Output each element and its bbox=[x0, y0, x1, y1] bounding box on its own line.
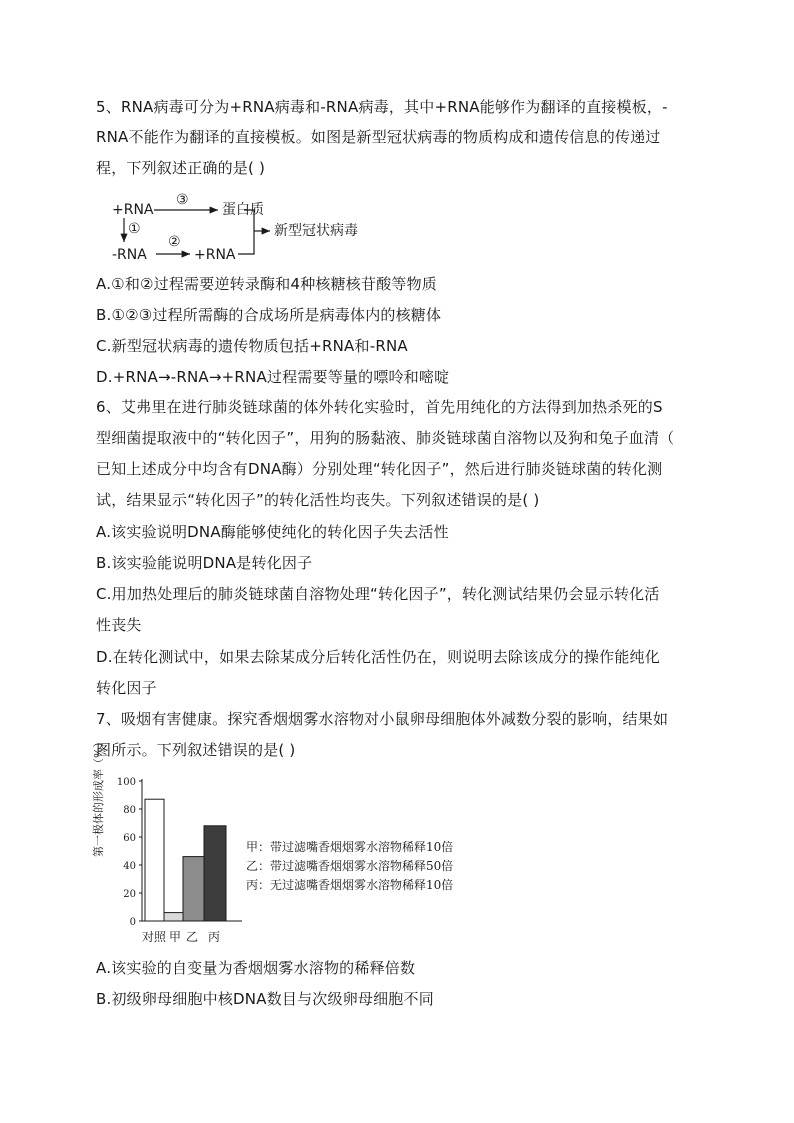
legend-entry-yi: 乙：带过滤嘴香烟烟雾水溶物稀释50倍 bbox=[246, 859, 454, 873]
y-tick-label: 20 bbox=[123, 889, 136, 900]
legend-entry-jia: 甲：带过滤嘴香烟烟雾水溶物稀释10倍 bbox=[246, 840, 454, 854]
q5-stem-line1: 5、RNA病毒可分为+RNA病毒和-RNA病毒，其中+RNA能够作为翻译的直接模板，- bbox=[96, 98, 668, 116]
q6-stem-line4: 试，结果显示“转化因子”的转化活性均丧失。下列叙述错误的是( ) bbox=[96, 491, 540, 509]
bar-3 bbox=[204, 826, 226, 921]
q5-option-a: A.①和②过程需要逆转录酶和4种核糖核苷酸等物质 bbox=[96, 275, 438, 293]
plus-rna-label: +RNA bbox=[112, 202, 154, 218]
bar-0 bbox=[145, 799, 164, 921]
bar-1 bbox=[164, 913, 183, 921]
x-tick-label: 对照 bbox=[141, 930, 167, 944]
q6-option-c-line1: C.用加热处理后的肺炎链球菌自溶物处理“转化因子”，转化测试结果仍会显示转化活 bbox=[96, 585, 660, 603]
q6-option-d-line1: D.在转化测试中，如果去除某成分后转化活性仍在，则说明去除该成分的操作能纯化 bbox=[96, 648, 660, 666]
y-tick-label: 80 bbox=[123, 805, 136, 816]
q6-option-d-line2: 转化因子 bbox=[96, 679, 157, 697]
virus-label: 新型冠状病毒 bbox=[274, 223, 358, 239]
q6-option-c-line2: 性丧失 bbox=[96, 616, 142, 634]
q5-option-b: B.①②③过程所需酶的合成场所是病毒体内的核糖体 bbox=[96, 306, 442, 324]
protein-label: 蛋白质 bbox=[222, 202, 264, 218]
q5-stem-line3: 程，下列叙述正确的是( ) bbox=[96, 159, 266, 177]
q5-option-c: C.新型冠状病毒的遗传物质包括+RNA和-RNA bbox=[96, 337, 408, 355]
q6-option-a: A.该实验说明DNA酶能够使纯化的转化因子失去活性 bbox=[96, 523, 449, 541]
x-tick-label: 丙 bbox=[207, 930, 221, 944]
step3-label: ③ bbox=[176, 192, 189, 208]
q6-stem-line1: 6、艾弗里在进行肺炎链球菌的体外转化实验时，首先用纯化的方法得到加热杀死的S bbox=[96, 398, 663, 416]
plus-rna-label-2: +RNA bbox=[194, 247, 236, 263]
q5-option-d: D.+RNA→-RNA→+RNA过程需要等量的嘌呤和嘧啶 bbox=[96, 368, 450, 386]
q7-stem-line1: 7、吸烟有害健康。探究香烟烟雾水溶物对小鼠卵母细胞体外减数分裂的影响，结果如 bbox=[96, 710, 669, 728]
chart-y-axis-label: 第一极体的形成率（%） bbox=[92, 736, 105, 857]
q7-option-b: B.初级卵母细胞中核DNA数目与次级卵母细胞不同 bbox=[96, 990, 434, 1008]
q7-option-a: A.该实验的自变量为香烟烟雾水溶物的稀释倍数 bbox=[96, 959, 416, 977]
q6-stem-line3: 已知上述成分中均含有DNA酶）分别处理“转化因子”，然后进行肺炎链球菌的转化测 bbox=[96, 460, 663, 478]
legend-entry-bing: 丙：无过滤嘴香烟烟雾水溶物稀释10倍 bbox=[246, 878, 454, 892]
bar-2 bbox=[183, 857, 204, 921]
y-tick-label: 0 bbox=[129, 917, 136, 928]
q7-stem-line2: 图所示。下列叙述错误的是( ) bbox=[96, 741, 296, 759]
x-tick-label: 甲 bbox=[168, 930, 182, 944]
minus-rna-label: -RNA bbox=[112, 247, 147, 263]
y-tick-label: 40 bbox=[123, 861, 136, 872]
x-tick-label: 乙 bbox=[185, 930, 199, 944]
step1-label: ① bbox=[128, 221, 141, 237]
y-tick-label: 100 bbox=[116, 777, 136, 788]
y-tick-label: 60 bbox=[123, 833, 136, 844]
q5-flow-diagram bbox=[112, 192, 382, 268]
q5-stem-line2: RNA不能作为翻译的直接模板。如图是新型冠状病毒的物质构成和遗传信息的传递过 bbox=[96, 128, 661, 146]
q6-option-b: B.该实验能说明DNA是转化因子 bbox=[96, 554, 313, 572]
step2-label: ② bbox=[168, 234, 181, 250]
q6-stem-line2: 型细菌提取液中的“转化因子”，用狗的肠黏液、肺炎链球菌自溶物以及狗和兔子血清（ bbox=[96, 429, 675, 447]
